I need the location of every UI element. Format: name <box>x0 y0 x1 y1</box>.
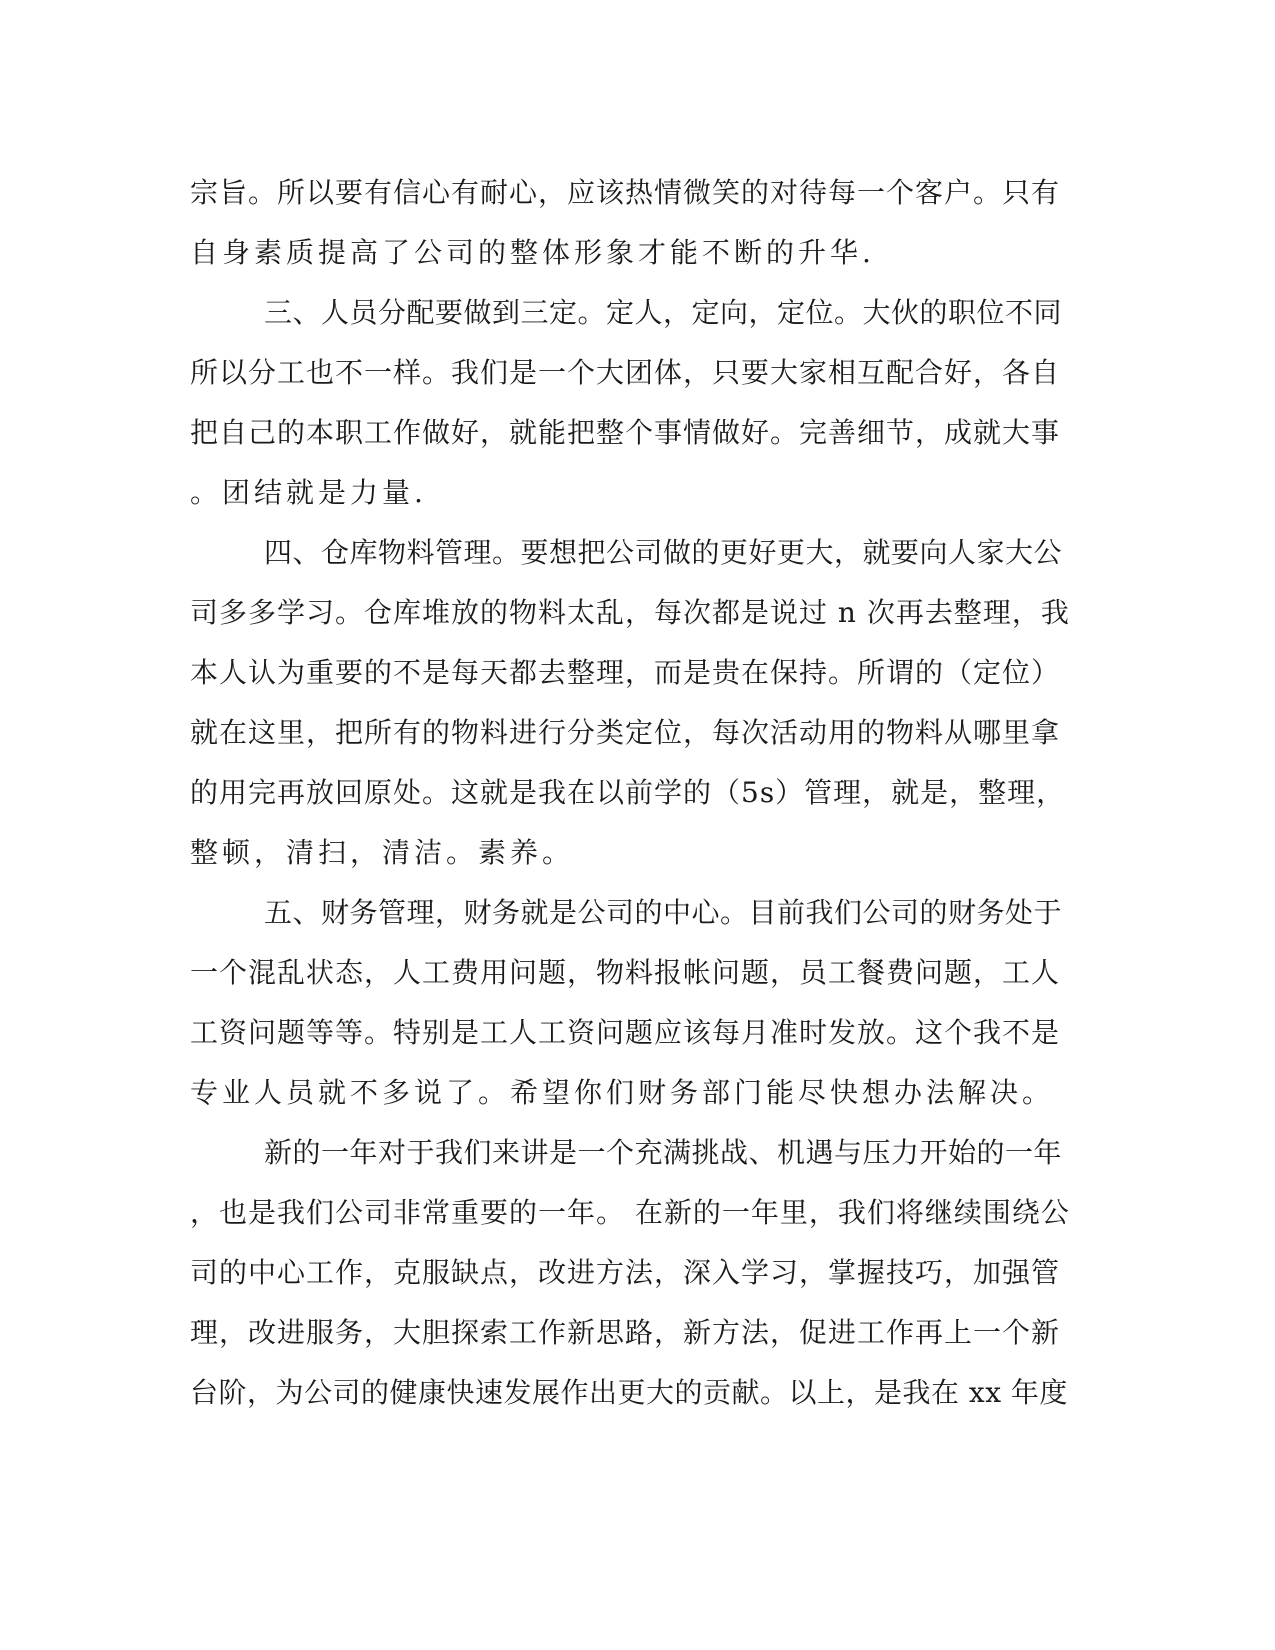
text-line: 的用完再放回原处。这就是我在以前学的（5s）管理，就是，整理， <box>190 776 1066 809</box>
text-line: 所以分工也不一样。我们是一个大团体，只要大家相互配合好，各自 <box>190 356 1061 389</box>
text-line: 五、财务管理，财务就是公司的中心。目前我们公司的财务处于 <box>264 896 1063 929</box>
body-text <box>190 163 1070 1423</box>
text-line: 四、仓库物料管理。要想把公司做的更好更大，就要向人家大公 <box>264 536 1063 569</box>
text-line: 整顿，清扫，清洁。素养。 <box>190 836 575 869</box>
text-line: 工资问题等等。特别是工人工资问题应该每月准时发放。这个我不是 <box>190 1016 1061 1049</box>
text-line: 宗旨。所以要有信心有耐心，应该热情微笑的对待每一个客户。只有 <box>190 176 1061 209</box>
text-line: 三、人员分配要做到三定。定人，定向，定位。大伙的职位不同 <box>264 296 1063 329</box>
text-line: 司多多学习。仓库堆放的物料太乱，每次都是说过 n 次再去整理，我 <box>190 596 1070 629</box>
text-line: 理，改进服务，大胆探索工作新思路，新方法，促进工作再上一个新 <box>190 1316 1061 1349</box>
text-line: 一个混乱状态，人工费用问题，物料报帐问题，员工餐费问题，工人 <box>190 956 1061 989</box>
text-line: 。团结就是力量. <box>190 476 427 509</box>
text-line: 新的一年对于我们来讲是一个充满挑战、机遇与压力开始的一年 <box>264 1136 1063 1169</box>
text-line: 台阶，为公司的健康快速发展作出更大的贡献。以上，是我在 xx 年度 <box>190 1376 1068 1409</box>
text-line: 自身素质提高了公司的整体形象才能不断的升华. <box>190 236 875 269</box>
text-line: ，也是我们公司非常重要的一年。 在新的一年里，我们将继续围绕公 <box>190 1196 1070 1229</box>
text-line: 就在这里，把所有的物料进行分类定位，每次活动用的物料从哪里拿 <box>190 716 1061 749</box>
text-line: 把自己的本职工作做好，就能把整个事情做好。完善细节，成就大事 <box>190 416 1061 449</box>
text-line: 本人认为重要的不是每天都去整理，而是贵在保持。所谓的（定位） <box>190 656 1061 689</box>
text-line: 司的中心工作，克服缺点，改进方法，深入学习，掌握技巧，加强管 <box>190 1256 1061 1289</box>
text-line: 专业人员就不多说了。希望你们财务部门能尽快想办法解决。 <box>190 1076 1055 1109</box>
